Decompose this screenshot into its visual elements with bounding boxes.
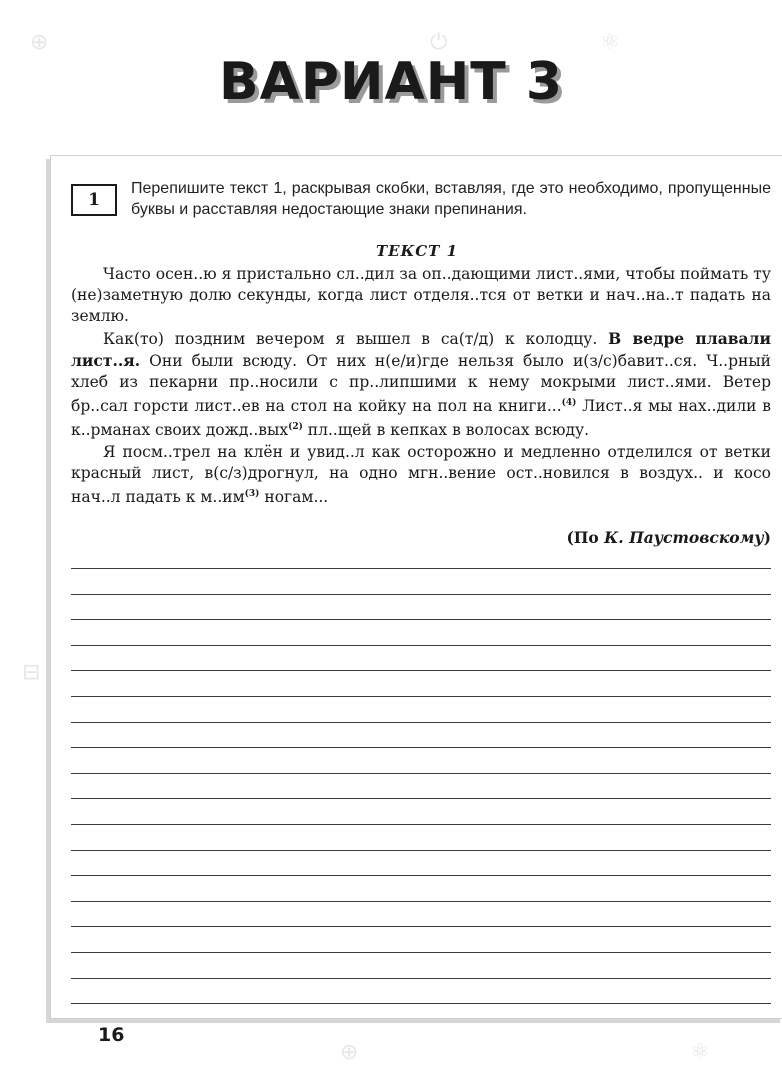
attribution-open: (По (566, 528, 605, 547)
answer-line[interactable] (71, 568, 771, 569)
answer-line[interactable] (71, 901, 771, 902)
paragraph-2-bold: В ведре плавали лист..я. (71, 328, 771, 370)
answer-lines-area[interactable] (71, 568, 771, 1004)
answer-line[interactable] (71, 798, 771, 799)
paragraph-2-part-c: Лист..я мы нах..дили в к..рманах своих дожд..вых (71, 397, 771, 440)
answer-line[interactable] (71, 926, 771, 927)
answer-line[interactable] (71, 1003, 771, 1004)
paragraph-2-part-b: Они были всюду. От них н(е/и)где нельзя было и(з/с)бавит..ся. Ч..рный хлеб из пекарни пр..носили с пр..липшими к нему мокрыми лист..ями. Ветер бр..сал горсти лист..ев на стол на койку на пол на книги... (71, 351, 771, 416)
text-heading: ТЕКСТ 1 (376, 242, 458, 260)
paragraph-3-part-a: Я посм..трел на клён и увид..л как осторожно и медленно отделился от ветки красный лист, в(с/з)дрогнул, на одно мгн..вение ост..новился в воздух.. и косо нач..л падать к м..им (71, 442, 771, 507)
answer-line[interactable] (71, 722, 771, 723)
answer-line[interactable] (71, 875, 771, 876)
task-sheet (50, 155, 782, 1019)
answer-line[interactable] (71, 824, 771, 825)
paragraph-2-part-a: Как(то) поздним вечером я вышел в са(т/д) к колодцу. (103, 329, 609, 348)
passage (71, 264, 771, 508)
answer-line[interactable] (71, 670, 771, 671)
page-title: ВАРИАНТ 3 (218, 52, 564, 112)
footnote-mark: (2) (288, 422, 303, 433)
paragraph-3 (71, 442, 771, 509)
attribution-author: К. Паустовскому (604, 528, 764, 547)
paragraph-2 (71, 328, 771, 442)
background-decoration: ⊕ (340, 1040, 359, 1065)
answer-line[interactable] (71, 773, 771, 774)
footnote-mark: (4) (561, 398, 577, 409)
attribution (566, 528, 771, 547)
answer-line[interactable] (71, 645, 771, 646)
answer-line[interactable] (71, 978, 771, 979)
paragraph-1: Часто осен..ю я пристально сл..дил за оп..дающими лист..ями, чтобы поймать ту (не)заметную долю секунды, когда лист отделя..тся от ветки и нач..на..т падать на землю. (71, 265, 771, 326)
paragraph-2-part-d: пл..щей в кепках в волосах всюду. (302, 421, 590, 440)
answer-line[interactable] (71, 747, 771, 748)
footnote-mark: (3) (244, 489, 260, 500)
background-decoration: ⚛ (690, 1040, 710, 1065)
background-decoration: ⊕ (30, 30, 49, 55)
paragraph-3-part-b: ногам... (259, 488, 329, 507)
background-decoration: ⚛ (600, 30, 620, 55)
answer-line[interactable] (71, 850, 771, 851)
answer-line[interactable] (71, 619, 771, 620)
answer-line[interactable] (71, 594, 771, 595)
answer-line[interactable] (71, 696, 771, 697)
background-decoration: ⏻ (430, 30, 448, 55)
attribution-close: ) (763, 528, 771, 547)
background-decoration: ⊟ (22, 660, 41, 685)
page-number: 16 (98, 1024, 125, 1046)
answer-line[interactable] (71, 952, 771, 953)
task-number-box: 1 (71, 184, 117, 216)
task-instruction: Перепишите текст 1, раскрывая скобки, вставляя, где это необходимо, пропущенные буквы и расставляя недостающие знаки препинания. (131, 180, 771, 218)
